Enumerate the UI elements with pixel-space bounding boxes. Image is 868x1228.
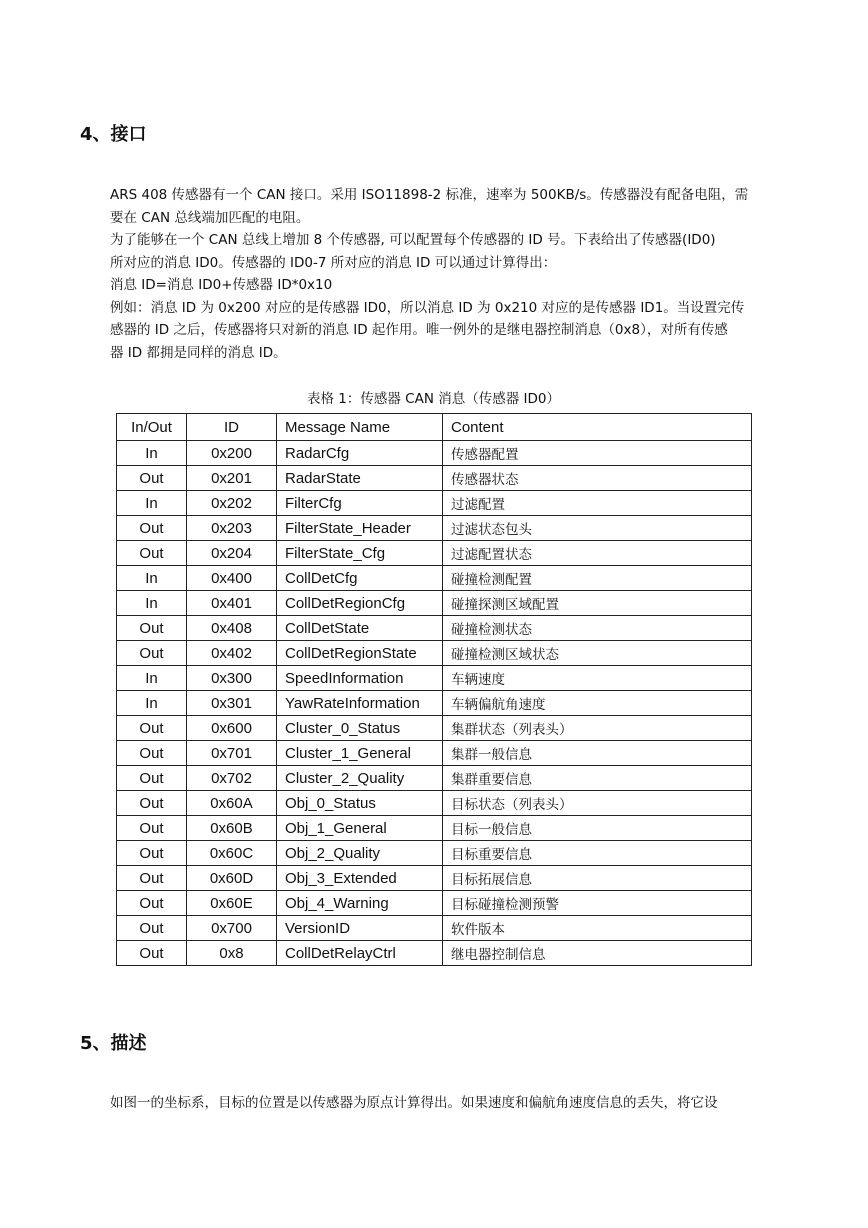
table-row (117, 541, 752, 566)
cell-message-name: CollDetCfg (277, 566, 443, 591)
table-row (117, 516, 752, 541)
cell-id: 0x8 (187, 941, 277, 966)
cell-in-out: Out (117, 616, 187, 641)
cell-in-out: In (117, 591, 187, 616)
cell-id: 0x203 (187, 516, 277, 541)
cell-id: 0x600 (187, 716, 277, 741)
table-row (117, 641, 752, 666)
cell-message-name: YawRateInformation (277, 691, 443, 716)
table-row (117, 616, 752, 641)
table-row (117, 766, 752, 791)
can-message-table (116, 413, 752, 966)
cell-in-out: Out (117, 766, 187, 791)
cell-content: 目标重要信息 (443, 841, 752, 866)
cell-id: 0x60C (187, 841, 277, 866)
cell-id: 0x201 (187, 466, 277, 491)
cell-message-name: FilterState_Header (277, 516, 443, 541)
table-header-row (117, 414, 752, 441)
cell-content: 车辆偏航角速度 (443, 691, 752, 716)
cell-id: 0x60D (187, 866, 277, 891)
cell-message-name: Obj_0_Status (277, 791, 443, 816)
table-row (117, 841, 752, 866)
cell-message-name: RadarCfg (277, 441, 443, 466)
paragraph-line: 所对应的消息 ID0。传感器的 ID0-7 所对应的消息 ID 可以通过计算得出： (110, 254, 557, 271)
cell-id: 0x701 (187, 741, 277, 766)
cell-message-name: CollDetRegionState (277, 641, 443, 666)
cell-content: 碰撞探测区域配置 (443, 591, 752, 616)
paragraph-line: ARS 408 传感器有一个 CAN 接口。采用 ISO11898-2 标准，速率为 500KB/s。传感器没有配备电阻，需 (110, 187, 749, 203)
cell-content: 传感器配置 (443, 441, 752, 466)
cell-content: 继电器控制信息 (443, 941, 752, 966)
table-caption: 表格 1：传感器 CAN 消息（传感器 ID0） (307, 391, 560, 407)
cell-in-out: Out (117, 466, 187, 491)
cell-in-out: In (117, 691, 187, 716)
paragraph-line: 要在 CAN 总线端加匹配的电阻。 (110, 209, 310, 226)
cell-message-name: Obj_1_General (277, 816, 443, 841)
cell-content: 碰撞检测状态 (443, 616, 752, 641)
table-body (117, 441, 752, 966)
cell-message-name: RadarState (277, 466, 443, 491)
cell-in-out: Out (117, 541, 187, 566)
table-row (117, 591, 752, 616)
table-row (117, 466, 752, 491)
cell-message-name: Cluster_1_General (277, 741, 443, 766)
paragraph-line: 例如：消息 ID 为 0x200 对应的是传感器 ID0，所以消息 ID 为 0x210 对应的是传感器 ID1。当设置完传 (110, 299, 745, 316)
cell-id: 0x400 (187, 566, 277, 591)
table-row (117, 866, 752, 891)
cell-content: 集群重要信息 (443, 766, 752, 791)
cell-id: 0x402 (187, 641, 277, 666)
table-row (117, 691, 752, 716)
cell-message-name: Cluster_2_Quality (277, 766, 443, 791)
cell-message-name: CollDetRegionCfg (277, 591, 443, 616)
table-row (117, 941, 752, 966)
cell-message-name: FilterState_Cfg (277, 541, 443, 566)
cell-in-out: Out (117, 891, 187, 916)
cell-id: 0x702 (187, 766, 277, 791)
cell-content: 目标状态（列表头） (443, 791, 752, 816)
paragraph-line: 感器的 ID 之后，传感器将只对新的消息 ID 起作用。唯一例外的是继电器控制消息（0x8），对所有传感 (110, 322, 728, 338)
cell-in-out: In (117, 491, 187, 516)
cell-content: 集群一般信息 (443, 741, 752, 766)
cell-message-name: Obj_3_Extended (277, 866, 443, 891)
cell-in-out: Out (117, 641, 187, 666)
cell-in-out: In (117, 666, 187, 691)
cell-id: 0x401 (187, 591, 277, 616)
cell-in-out: Out (117, 841, 187, 866)
cell-message-name: Obj_4_Warning (277, 891, 443, 916)
cell-id: 0x60B (187, 816, 277, 841)
cell-content: 碰撞检测配置 (443, 566, 752, 591)
cell-content: 目标一般信息 (443, 816, 752, 841)
cell-id: 0x300 (187, 666, 277, 691)
header-message-name: Message Name (277, 414, 443, 441)
table-row (117, 441, 752, 466)
cell-message-name: CollDetRelayCtrl (277, 941, 443, 966)
table-row (117, 716, 752, 741)
cell-content: 车辆速度 (443, 666, 752, 691)
section-5-heading: 5、描述 (80, 1033, 147, 1054)
cell-in-out: Out (117, 816, 187, 841)
cell-message-name: Obj_2_Quality (277, 841, 443, 866)
paragraph-line: 器 ID 都拥是同样的消息 ID。 (110, 344, 287, 361)
section-4-paragraph (110, 184, 792, 364)
table-row (117, 916, 752, 941)
cell-message-name: SpeedInformation (277, 666, 443, 691)
cell-message-name: FilterCfg (277, 491, 443, 516)
cell-in-out: Out (117, 716, 187, 741)
cell-content: 集群状态（列表头） (443, 716, 752, 741)
cell-id: 0x301 (187, 691, 277, 716)
cell-content: 过滤状态包头 (443, 516, 752, 541)
cell-content: 过滤配置 (443, 491, 752, 516)
cell-in-out: Out (117, 516, 187, 541)
table-row (117, 666, 752, 691)
cell-content: 过滤配置状态 (443, 541, 752, 566)
cell-in-out: Out (117, 916, 187, 941)
cell-in-out: Out (117, 741, 187, 766)
cell-content: 传感器状态 (443, 466, 752, 491)
cell-message-name: Cluster_0_Status (277, 716, 443, 741)
cell-in-out: In (117, 441, 187, 466)
table-row (117, 566, 752, 591)
paragraph-line: 为了能够在一个 CAN 总线上增加 8 个传感器, 可以配置每个传感器的 ID 号。下表给出了传感器(ID0) (110, 232, 716, 248)
cell-in-out: In (117, 566, 187, 591)
table-row (117, 791, 752, 816)
cell-content: 目标碰撞检测预警 (443, 891, 752, 916)
cell-in-out: Out (117, 866, 187, 891)
cell-in-out: Out (117, 791, 187, 816)
cell-id: 0x700 (187, 916, 277, 941)
header-in-out: In/Out (117, 414, 187, 441)
cell-in-out: Out (117, 941, 187, 966)
cell-id: 0x60E (187, 891, 277, 916)
cell-id: 0x60A (187, 791, 277, 816)
cell-id: 0x204 (187, 541, 277, 566)
cell-id: 0x408 (187, 616, 277, 641)
table-row (117, 491, 752, 516)
cell-id: 0x202 (187, 491, 277, 516)
cell-message-name: CollDetState (277, 616, 443, 641)
cell-content: 碰撞检测区域状态 (443, 641, 752, 666)
table-row (117, 816, 752, 841)
table-row (117, 741, 752, 766)
header-content: Content (443, 414, 752, 441)
section-4-heading: 4、接口 (80, 124, 147, 145)
cell-message-name: VersionID (277, 916, 443, 941)
cell-content: 目标拓展信息 (443, 866, 752, 891)
section-5-paragraph: 如图一的坐标系，目标的位置是以传感器为原点计算得出。如果速度和偏航角速度信息的丢失，将它设 (110, 1095, 718, 1111)
cell-content: 软件版本 (443, 916, 752, 941)
paragraph-line: 消息 ID=消息 ID0+传感器 ID*0x10 (110, 277, 333, 293)
table-row (117, 891, 752, 916)
cell-id: 0x200 (187, 441, 277, 466)
header-id: ID (187, 414, 277, 441)
